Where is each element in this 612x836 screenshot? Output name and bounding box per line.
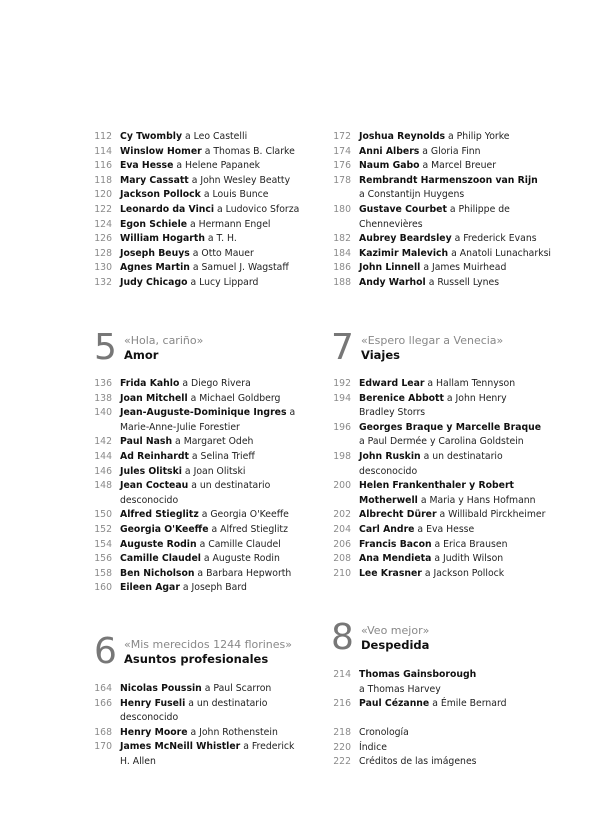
section-quote: «Mis merecidos 1244 florines» — [124, 638, 293, 651]
recipient: a John Henry — [443, 392, 507, 404]
entry-text — [359, 203, 510, 232]
artist-name: Kazimir Malevich — [359, 247, 449, 259]
toc-entry — [325, 668, 585, 697]
toc-entry — [86, 174, 346, 189]
recipient: a Judith Wilson — [431, 553, 504, 565]
toc-entry — [86, 697, 346, 726]
artist-name: Ben Nicholson — [120, 567, 195, 579]
artist-name: Mary Cassatt — [120, 174, 189, 186]
section-number: 5 — [94, 327, 117, 368]
section-title: Asuntos profesionales — [124, 652, 269, 666]
entry-text — [359, 247, 551, 262]
entry-text — [359, 479, 536, 508]
artist-name: Francis Bacon — [359, 538, 432, 550]
page-number: 170 — [94, 741, 112, 753]
recipient-cont: H. Allen — [120, 755, 156, 767]
section-quote: «Hola, cariño» — [124, 334, 204, 347]
recipient-cont: Bradley Storrs — [359, 407, 426, 419]
toc-entry — [325, 508, 585, 523]
page-number: 222 — [333, 756, 351, 768]
page-number: 214 — [333, 669, 351, 680]
recipient: a Alfred Stieglitz — [208, 523, 288, 535]
page-number: 198 — [333, 450, 351, 462]
entry-text — [359, 726, 409, 741]
page-number: 126 — [94, 233, 112, 245]
recipient: a Thomas B. Clarke — [201, 145, 295, 157]
artist-name: Gustave Courbet — [359, 203, 447, 215]
recipient: a Hallam Tennyson — [424, 378, 516, 389]
page-number: 128 — [94, 247, 112, 259]
page-number: 152 — [94, 523, 112, 535]
page-number: 140 — [94, 407, 112, 419]
recipient: a Camille Claudel — [196, 538, 281, 550]
entry-label: Índice — [359, 741, 387, 753]
entry-text — [359, 276, 499, 291]
recipient: a Erica Brausen — [431, 538, 508, 550]
artist-name: Andy Warhol — [359, 276, 426, 288]
artist-name: Alfred Stieglitz — [120, 509, 199, 521]
recipient: a James Muirhead — [420, 262, 507, 274]
section-quote: «Espero llegar a Venecia» — [361, 334, 504, 347]
toc-entry — [86, 377, 346, 392]
recipient: a un destinatario — [188, 480, 271, 492]
toc-entry — [325, 130, 585, 145]
page-number: 156 — [94, 553, 112, 565]
entry-text — [359, 567, 504, 582]
recipient: a Lucy Lippard — [187, 276, 259, 288]
page-number: 116 — [94, 160, 112, 172]
artist-name: Lee Krasner — [359, 567, 422, 579]
toc-entry — [325, 697, 585, 712]
recipient: a Paul Scarron — [201, 683, 272, 694]
artist-name-cont: Motherwell — [359, 494, 418, 506]
artist-name: Auguste Rodin — [120, 538, 197, 550]
entry-text — [120, 435, 253, 450]
artist-name: Albrecht Dürer — [359, 509, 437, 521]
entry-text — [120, 247, 254, 262]
page-number: 210 — [333, 567, 351, 579]
recipient: a Margaret Odeh — [172, 436, 254, 448]
toc-entry — [86, 682, 346, 697]
page-number: 202 — [333, 509, 351, 521]
toc-entry — [325, 392, 585, 421]
page-number: 208 — [333, 553, 351, 565]
toc-entry — [325, 450, 585, 479]
recipient-cont: a Thomas Harvey — [359, 683, 441, 695]
entry-text — [120, 726, 278, 741]
entry-text — [359, 159, 496, 174]
artist-name: Eva Hesse — [120, 160, 174, 172]
page-number: 180 — [333, 203, 351, 215]
recipient: a T. H. — [204, 233, 237, 245]
section-title: Despedida — [361, 638, 430, 652]
entry-text — [120, 130, 247, 145]
entry-text — [359, 668, 476, 697]
entry-text — [359, 741, 387, 756]
page-number: 194 — [333, 392, 351, 404]
entry-text — [120, 450, 255, 465]
artist-name: Aubrey Beardsley — [359, 233, 452, 245]
page-number: 122 — [94, 203, 112, 215]
entry-text — [120, 377, 251, 392]
toc-entry — [86, 232, 346, 247]
page-number: 184 — [333, 247, 351, 259]
artist-name: Egon Schiele — [120, 218, 188, 230]
toc-entry — [325, 232, 585, 247]
artist-name: Joan Mitchell — [120, 392, 188, 404]
page-number: 146 — [94, 465, 112, 477]
artist-name: John Linnell — [359, 262, 421, 274]
entry-text — [120, 465, 246, 480]
entry-text — [359, 421, 541, 450]
recipient-cont: a Constantijn Huygens — [359, 189, 465, 201]
entry-text — [120, 682, 271, 697]
artist-name: Leonardo da Vinci — [120, 203, 215, 215]
section-number: 8 — [331, 617, 354, 658]
page-number: 218 — [333, 727, 351, 738]
artist-name: Paul Nash — [120, 436, 173, 448]
toc-entry — [86, 261, 346, 276]
recipient-cont: a Maria y Hans Hofmann — [417, 494, 536, 506]
artist-name: Henry Fuseli — [120, 697, 186, 709]
toc-entry — [325, 421, 585, 450]
toc-entry — [325, 203, 585, 232]
toc-entry — [86, 130, 346, 145]
recipient: a John Wesley Beatty — [188, 174, 291, 186]
recipient: a Otto Mauer — [189, 247, 254, 259]
page-number: 112 — [94, 131, 112, 142]
recipient: a Georgia O'Keeffe — [198, 509, 289, 521]
artist-name: Jackson Pollock — [120, 189, 201, 201]
recipient: a Hermann Engel — [187, 218, 271, 230]
recipient: a Philip Yorke — [445, 131, 510, 142]
toc-entry — [325, 567, 585, 582]
artist-name: Rembrandt Harmenszoon van Rijn — [359, 174, 538, 186]
page-number: 188 — [333, 276, 351, 288]
recipient: a Willibald Pirckheimer — [436, 509, 546, 521]
page-number: 204 — [333, 523, 351, 535]
recipient: a Philippe de — [446, 203, 510, 215]
recipient: a Gloria Finn — [419, 145, 481, 157]
recipient: a — [286, 407, 296, 419]
entry-text — [359, 552, 503, 567]
page-number: 138 — [94, 392, 112, 404]
page-number: 132 — [94, 276, 112, 288]
toc-list-col2-top — [325, 130, 585, 291]
artist-name: John Ruskin — [359, 450, 421, 462]
toc-entry — [86, 450, 346, 465]
entry-text — [120, 159, 260, 174]
recipient: a Frederick Evans — [451, 233, 537, 245]
entry-text — [120, 406, 295, 435]
recipient: a Selina Trieff — [188, 450, 255, 462]
toc-entry — [86, 552, 346, 567]
toc-entry — [325, 538, 585, 553]
recipient-cont: Marie-Anne-Julie Forestier — [120, 421, 240, 433]
recipient: a John Rothenstein — [187, 726, 278, 738]
recipient: a Michael Goldberg — [187, 392, 281, 404]
page-number: 120 — [94, 189, 112, 201]
recipient: a Louis Bunce — [200, 189, 269, 201]
page-number: 150 — [94, 509, 112, 521]
page-number: 200 — [333, 480, 351, 492]
entry-text — [120, 188, 268, 203]
artist-name: Edward Lear — [359, 378, 425, 389]
artist-name: Georges Braque y Marcelle Braque — [359, 421, 542, 433]
section-number: 6 — [94, 631, 117, 672]
entry-text — [359, 261, 506, 276]
section-quote: «Veo mejor» — [361, 624, 430, 637]
page-number: 168 — [94, 726, 112, 738]
toc-entry — [86, 276, 346, 291]
recipient: a Russell Lynes — [425, 276, 500, 288]
toc-entry — [86, 581, 346, 596]
toc-list-col1-top — [86, 130, 346, 291]
entry-text — [359, 392, 507, 421]
toc-entry — [86, 508, 346, 523]
toc-entry — [86, 392, 346, 407]
toc-entry — [86, 538, 346, 553]
recipient-cont: desconocido — [359, 465, 418, 477]
toc-entry — [325, 523, 585, 538]
entry-text — [359, 755, 477, 770]
entry-text — [120, 174, 290, 189]
toc-list-col2-mid — [325, 377, 585, 581]
recipient: a Jackson Pollock — [421, 567, 505, 579]
toc-entry — [86, 740, 346, 769]
page-number: 192 — [333, 378, 351, 389]
artist-name: Thomas Gainsborough — [359, 669, 477, 680]
entry-text — [120, 203, 299, 218]
page-number: 130 — [94, 262, 112, 274]
toc-entry — [86, 523, 346, 538]
artist-name: Joshua Reynolds — [359, 131, 446, 142]
section-title: Viajes — [361, 348, 400, 362]
page-number: 220 — [333, 741, 351, 753]
toc-entry — [325, 159, 585, 174]
artist-name: Eileen Agar — [120, 582, 180, 594]
entry-label: Créditos de las imágenes — [359, 756, 477, 768]
recipient: a Diego Rivera — [179, 378, 251, 389]
recipient: a Anatoli Lunacharksi — [448, 247, 552, 259]
artist-name: Winslow Homer — [120, 145, 202, 157]
artist-name: Frida Kahlo — [120, 378, 180, 389]
page-number: 182 — [333, 233, 351, 245]
toc-entry — [86, 218, 346, 233]
toc-list-col1-bot — [86, 682, 346, 770]
recipient: a Samuel J. Wagstaff — [189, 262, 289, 274]
toc-entry — [325, 552, 585, 567]
toc-entry — [325, 261, 585, 276]
artist-name: James McNeill Whistler — [120, 741, 241, 753]
page-number: 158 — [94, 567, 112, 579]
toc-entry — [86, 479, 346, 508]
entry-text — [120, 276, 258, 291]
artist-name: Judy Chicago — [120, 276, 188, 288]
toc-entry — [86, 406, 346, 435]
recipient: a Leo Castelli — [182, 131, 248, 142]
recipient: a Barbara Hepworth — [194, 567, 292, 579]
artist-name: Jules Olitski — [120, 465, 182, 477]
toc-entry — [86, 145, 346, 160]
page-number: 166 — [94, 697, 112, 709]
artist-name: Joseph Beuys — [120, 247, 190, 259]
toc-entry — [86, 435, 346, 450]
recipient: a Ludovico Sforza — [214, 203, 300, 215]
page-number: 136 — [94, 378, 112, 389]
entry-text — [120, 552, 280, 567]
page-number: 186 — [333, 262, 351, 274]
entry-text — [120, 508, 289, 523]
recipient: a Joan Olitski — [181, 465, 246, 477]
artist-name: Carl Andre — [359, 523, 415, 535]
artist-name: Agnes Martin — [120, 262, 190, 274]
entry-text — [120, 479, 270, 508]
artist-name: Anni Albers — [359, 145, 420, 157]
artist-name: Naum Gabo — [359, 160, 420, 172]
entry-text — [120, 232, 237, 247]
artist-name: Ana Mendieta — [359, 553, 432, 565]
toc-entry — [86, 247, 346, 262]
page-number: 216 — [333, 698, 351, 710]
page-number: 142 — [94, 436, 112, 448]
entry-text — [359, 145, 481, 160]
recipient-cont: desconocido — [120, 712, 179, 724]
toc-entry — [325, 726, 585, 741]
entry-text — [120, 145, 295, 160]
toc-entry — [325, 479, 585, 508]
artist-name: Nicolas Poussin — [120, 683, 202, 694]
page-number: 164 — [94, 683, 112, 694]
page-number: 148 — [94, 480, 112, 492]
artist-name: Berenice Abbott — [359, 392, 444, 404]
artist-name: Georgia O'Keeffe — [120, 523, 209, 535]
artist-name: Helen Frankenthaler y Robert — [359, 480, 515, 492]
toc-entry — [325, 145, 585, 160]
page-number: 118 — [94, 174, 112, 186]
entry-text — [120, 581, 247, 596]
recipient-cont: desconocido — [120, 494, 179, 506]
entry-text — [359, 697, 507, 712]
toc-entry — [325, 247, 585, 262]
artist-name: Camille Claudel — [120, 553, 201, 565]
entry-text — [359, 450, 503, 479]
entry-text — [359, 508, 545, 523]
artist-name: Henry Moore — [120, 726, 188, 738]
artist-name: Cy Twombly — [120, 131, 183, 142]
page-number: 160 — [94, 582, 112, 594]
toc-entry — [86, 159, 346, 174]
entry-text — [120, 218, 271, 233]
page-number: 206 — [333, 538, 351, 550]
toc-entry — [325, 174, 585, 203]
page-number: 124 — [94, 218, 112, 230]
entry-text — [120, 523, 288, 538]
toc-entry — [86, 465, 346, 480]
page-number: 154 — [94, 538, 112, 550]
entry-text — [120, 261, 289, 276]
section-number: 7 — [331, 327, 354, 368]
toc-list-col2-bot — [325, 668, 585, 712]
section-title: Amor — [124, 348, 159, 362]
artist-name: Jean Cocteau — [120, 480, 189, 492]
recipient: a Joseph Bard — [179, 582, 247, 594]
toc-entry — [325, 741, 585, 756]
recipient: a un destinatario — [185, 697, 268, 709]
toc-entry — [86, 188, 346, 203]
recipient: a Marcel Breuer — [419, 160, 497, 172]
toc-entry — [325, 377, 585, 392]
entry-text — [120, 538, 281, 553]
toc-entry — [86, 726, 346, 741]
entry-text — [359, 174, 538, 203]
toc-list-col2-back — [325, 726, 585, 770]
artist-name: Jean-Auguste-Dominique Ingres — [120, 407, 287, 419]
page-number: 172 — [333, 131, 351, 142]
entry-text — [359, 523, 474, 538]
page-number: 176 — [333, 160, 351, 172]
recipient: a Helene Papanek — [173, 160, 261, 172]
entry-text — [120, 740, 294, 769]
recipient: a Frederick — [240, 741, 295, 753]
entry-text — [120, 392, 280, 407]
entry-label: Cronología — [359, 727, 409, 738]
toc-list-col1-mid — [86, 377, 346, 596]
toc-entry — [325, 755, 585, 770]
entry-text — [359, 377, 515, 392]
recipient-cont: a Paul Dermée y Carolina Goldstein — [359, 436, 524, 448]
recipient: a Auguste Rodin — [200, 553, 280, 565]
artist-name: Paul Cézanne — [359, 698, 430, 710]
page-number: 196 — [333, 421, 351, 433]
entry-text — [359, 130, 510, 145]
entry-text — [359, 538, 507, 553]
entry-text — [359, 232, 537, 247]
entry-text — [120, 567, 291, 582]
recipient-cont: Chennevières — [359, 218, 423, 230]
artist-name: Ad Reinhardt — [120, 450, 189, 462]
entry-text — [120, 697, 267, 726]
page-number: 114 — [94, 145, 112, 157]
page-number: 178 — [333, 174, 351, 186]
page-number: 144 — [94, 450, 112, 462]
artist-name: William Hogarth — [120, 233, 205, 245]
toc-entry — [86, 203, 346, 218]
recipient: a Émile Bernard — [429, 698, 507, 710]
recipient: a un destinatario — [420, 450, 503, 462]
toc-entry — [325, 276, 585, 291]
recipient: a Eva Hesse — [414, 523, 475, 535]
page-number: 174 — [333, 145, 351, 157]
toc-entry — [86, 567, 346, 582]
